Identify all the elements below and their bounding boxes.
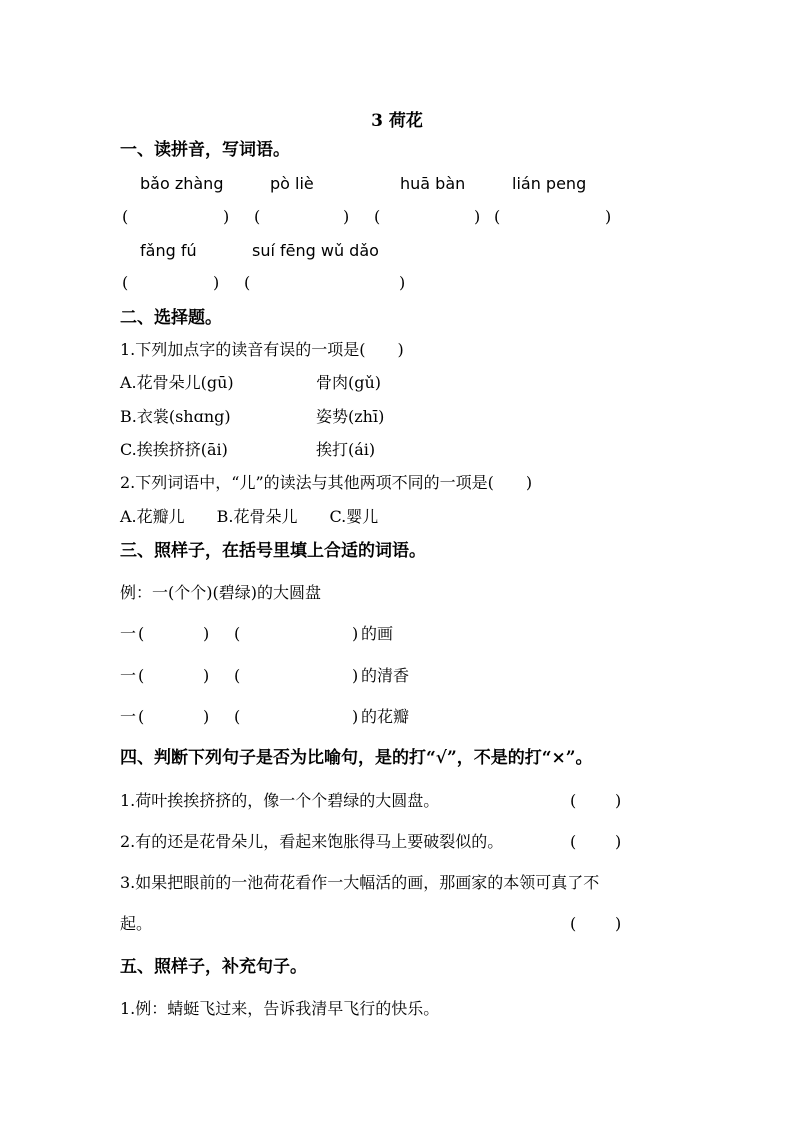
answer-bracket-open: ( xyxy=(244,273,251,292)
sentence-3: 3.如果把眼前的一池荷花看作一大幅活的画，那画家的本领可真了不 xyxy=(120,873,600,892)
pinyin-4: lián peng xyxy=(512,174,587,193)
pinyin-2: pò liè xyxy=(270,174,314,193)
answer-bracket-open: ( xyxy=(570,832,577,851)
option-c: C.挨挨挤挤(āi) xyxy=(120,440,228,459)
sentence-1: 1.荷叶挨挨挤挤的，像一个个碧绿的大圆盘。 xyxy=(120,791,440,810)
fill-prefix: 一 xyxy=(120,707,137,726)
pinyin-1: bǎo zhàng xyxy=(140,174,224,193)
answer-bracket-open: ( xyxy=(234,666,241,685)
option-b: B.衣裳(shɑng) xyxy=(120,407,231,426)
section-5-heading: 五、照样子，补充句子。 xyxy=(120,957,307,977)
answer-bracket-close: ) xyxy=(615,791,622,810)
section-1-heading: 一、读拼音，写词语。 xyxy=(120,140,290,160)
pinyin-6: suí fēng wǔ dǎo xyxy=(252,241,379,260)
answer-bracket-close: ) xyxy=(213,273,220,292)
answer-bracket-close: ) xyxy=(203,624,210,643)
pinyin-3: huā bàn xyxy=(400,174,466,193)
answer-bracket-close: ) xyxy=(203,707,210,726)
answer-bracket-close: ) xyxy=(399,273,406,292)
option-a: A.花骨朵儿(gū) xyxy=(120,373,234,392)
option-c-extra: 挨打(ái) xyxy=(316,440,376,459)
answer-bracket-open: ( xyxy=(254,207,261,226)
answer-bracket-close: ) xyxy=(474,207,481,226)
answer-bracket-close: ) xyxy=(352,666,359,685)
fill-prefix: 一 xyxy=(120,624,137,643)
answer-bracket-open: ( xyxy=(138,624,145,643)
answer-bracket-open: ( xyxy=(234,707,241,726)
option-a-extra: 骨肉(gǔ) xyxy=(316,373,382,392)
answer-bracket-close: ) xyxy=(352,707,359,726)
page-title: 3 荷花 xyxy=(371,111,423,131)
example-sentence: 1.例：蜻蜓飞过来，告诉我清早飞行的快乐。 xyxy=(120,999,440,1018)
answer-bracket-open: ( xyxy=(374,207,381,226)
example-line: 例：一(个个)(碧绿)的大圆盘 xyxy=(120,583,321,602)
answer-bracket-open: ( xyxy=(570,791,577,810)
answer-bracket-open: ( xyxy=(234,624,241,643)
answer-bracket-open: ( xyxy=(494,207,501,226)
section-4-heading: 四、判断下列句子是否为比喻句，是的打“√”，不是的打“×”。 xyxy=(120,748,593,768)
option-b-extra: 姿势(zhī) xyxy=(316,407,385,426)
question-2-options: A.花瓣儿 B.花骨朵儿 C.婴儿 xyxy=(120,507,379,526)
answer-bracket-close: ) xyxy=(352,624,359,643)
answer-bracket-close: ) xyxy=(605,207,612,226)
answer-bracket-close: ) xyxy=(343,207,350,226)
question-1: 1.下列加点字的读音有误的一项是( ) xyxy=(120,340,404,359)
answer-bracket-open: ( xyxy=(122,273,129,292)
answer-bracket-close: ) xyxy=(615,832,622,851)
fill-prefix: 一 xyxy=(120,666,137,685)
pinyin-5: fǎng fú xyxy=(140,241,197,260)
answer-bracket-open: ( xyxy=(138,666,145,685)
sentence-2: 2.有的还是花骨朵儿，看起来饱胀得马上要破裂似的。 xyxy=(120,832,504,851)
fill-suffix: 的清香 xyxy=(361,666,410,685)
answer-bracket-open: ( xyxy=(570,914,577,933)
fill-suffix: 的花瓣 xyxy=(361,707,410,726)
sentence-3-end: 起。 xyxy=(120,914,153,933)
answer-bracket-close: ) xyxy=(615,914,622,933)
section-3-heading: 三、照样子，在括号里填上合适的词语。 xyxy=(120,541,426,561)
answer-bracket-close: ) xyxy=(223,207,230,226)
answer-bracket-open: ( xyxy=(138,707,145,726)
answer-bracket-open: ( xyxy=(122,207,129,226)
answer-bracket-close: ) xyxy=(203,666,210,685)
section-2-heading: 二、选择题。 xyxy=(120,308,222,328)
question-2: 2.下列词语中，“儿”的读法与其他两项不同的一项是( ) xyxy=(120,473,533,492)
fill-suffix: 的画 xyxy=(361,624,394,643)
